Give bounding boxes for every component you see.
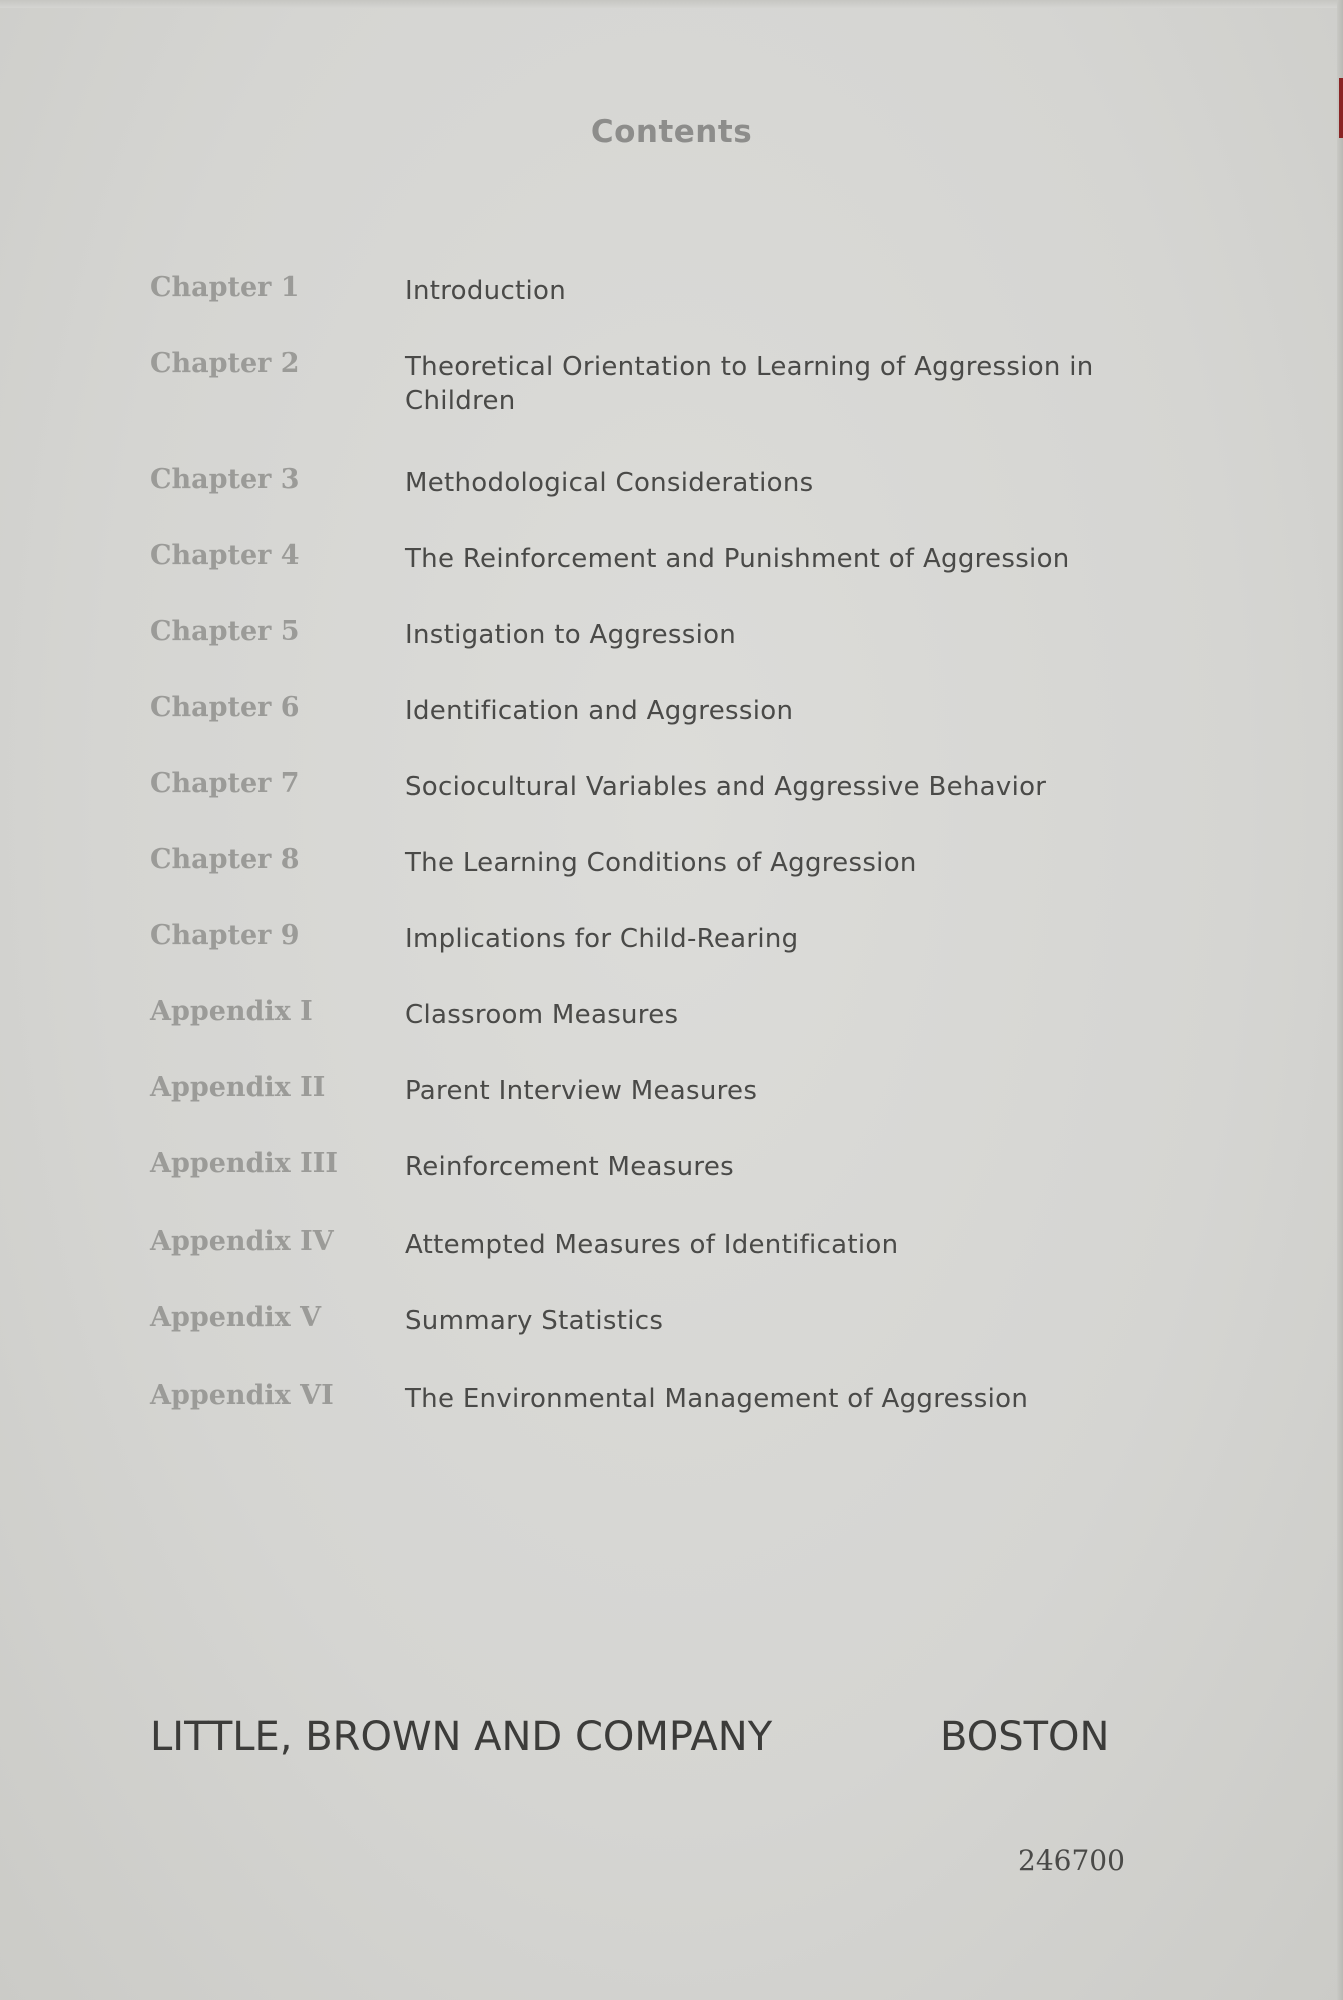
- toc-entry-label: Chapter 9: [150, 920, 300, 951]
- toc-entry-label: Chapter 3: [150, 464, 300, 495]
- toc-entry-label: Chapter 6: [150, 692, 300, 723]
- toc-entry-title: The Environmental Management of Aggression: [405, 1384, 1029, 1414]
- toc-entry-label: Chapter 8: [150, 844, 300, 875]
- toc-entry-title: The Learning Conditions of Aggression: [405, 848, 917, 878]
- toc-entry-title: Theoretical Orientation to Learning of Aggression in Children: [405, 352, 1094, 416]
- toc-entry-title: Parent Interview Measures: [405, 1076, 758, 1106]
- toc-entry-label: Chapter 5: [150, 616, 300, 647]
- toc-entry-title: Methodological Considerations: [405, 468, 814, 498]
- contents-heading: Contents: [590, 114, 753, 150]
- toc-entry-title: Identification and Aggression: [405, 696, 794, 726]
- toc-entry-title: Implications for Child-Rearing: [405, 924, 799, 954]
- toc-entry-title: Instigation to Aggression: [405, 620, 737, 650]
- catalog-number: 246700: [1018, 1844, 1125, 1877]
- cover-top-edge: [0, 0, 1343, 8]
- publisher-name: LITTLE, BROWN AND COMPANY: [150, 1714, 773, 1760]
- toc-entry-label: Appendix VI: [150, 1380, 334, 1411]
- toc-entry-label: Chapter 7: [150, 768, 300, 799]
- toc-entry-label: Appendix III: [150, 1148, 339, 1179]
- toc-entry-label: Appendix IV: [150, 1226, 334, 1257]
- toc-entry-title: Reinforcement Measures: [405, 1152, 734, 1182]
- toc-entry-title: Summary Statistics: [405, 1306, 664, 1336]
- toc-entry-title: Sociocultural Variables and Aggressive Behavior: [405, 772, 1047, 802]
- publisher-city: BOSTON: [940, 1714, 1110, 1760]
- toc-entry-title: Introduction: [405, 276, 567, 306]
- toc-entry-label: Chapter 2: [150, 348, 300, 379]
- toc-entry-title: Classroom Measures: [405, 1000, 679, 1030]
- toc-entry-title: The Reinforcement and Punishment of Aggression: [405, 544, 1070, 574]
- toc-entry-label: Appendix V: [150, 1302, 322, 1333]
- toc-entry-label: Appendix II: [150, 1072, 326, 1103]
- toc-entry-label: Appendix I: [150, 996, 313, 1027]
- cover-right-edge: [1337, 0, 1343, 2000]
- toc-entry-title: Attempted Measures of Identification: [405, 1230, 899, 1260]
- toc-entry-label: Chapter 4: [150, 540, 300, 571]
- toc-entry-label: Chapter 1: [150, 272, 300, 303]
